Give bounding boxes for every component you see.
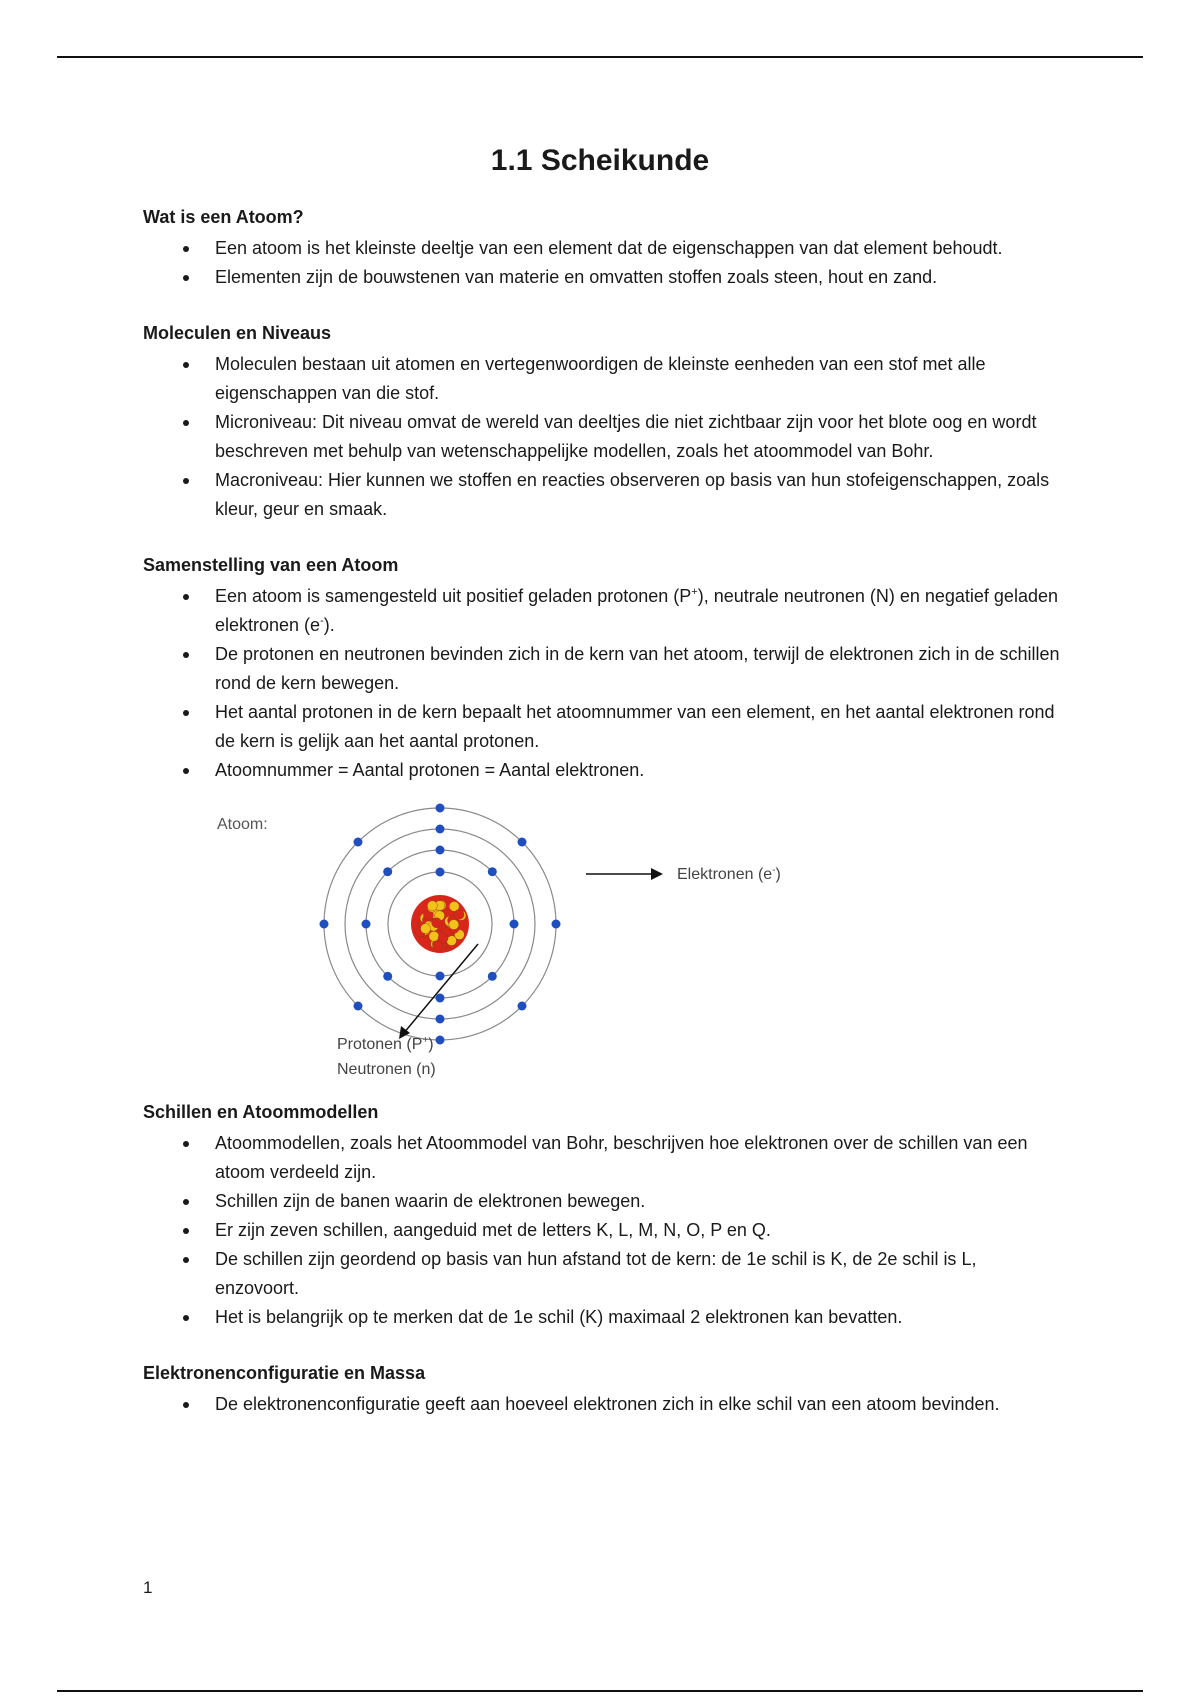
section-heading: Schillen en Atoommodellen (143, 1102, 379, 1122)
electron-dot (436, 846, 445, 855)
bullet-item: Een atoom is samengesteld uit positief geladen protonen (P+), neutrale neutronen (N) en negatief geladen elektronen (e-). (143, 582, 1063, 640)
electron-dot (488, 867, 497, 876)
section-heading: Wat is een Atoom? (143, 207, 304, 227)
electron-dot (383, 972, 392, 981)
atom-figure (143, 779, 1063, 1099)
electron-dot (436, 804, 445, 813)
bullet-item: Elementen zijn de bouwstenen van materie en omvatten stoffen zoals steen, hout en zand. (143, 263, 1063, 292)
electron-dot (383, 867, 392, 876)
electrons-arrow-head (651, 868, 663, 880)
electron-dot (320, 920, 329, 929)
bullet-item: Een atoom is het kleinste deeltje van een element dat de eigenschappen van dat element behoudt. (143, 234, 1063, 263)
bottom-rule (57, 1690, 1143, 1692)
proton-particle (438, 933, 448, 943)
top-rule (57, 56, 1143, 58)
neutron-particle (449, 920, 459, 930)
electron-dot (354, 838, 363, 847)
bullet-list (143, 350, 1063, 524)
electron-dot (518, 1002, 527, 1011)
section-heading: Samenstelling van een Atoom (143, 555, 399, 575)
page-number: 1 (143, 1578, 153, 1597)
bullet-item: Het aantal protonen in de kern bepaalt het atoomnummer van een element, en het aantal elektronen rond de kern is gelijk aan het aantal protonen. (143, 698, 1063, 756)
proton-particle (454, 910, 464, 920)
bullet-list (143, 582, 1063, 785)
bullet-item: Macroniveau: Hier kunnen we stoffen en reacties observeren op basis van hun stofeigenschappen, zoals kleur, geur en smaak. (143, 466, 1063, 524)
electron-dot (488, 972, 497, 981)
bullet-item: Er zijn zeven schillen, aangeduid met de letters K, L, M, N, O, P en Q. (143, 1216, 1063, 1245)
electron-dot (436, 1036, 445, 1045)
bullet-list (143, 234, 1063, 292)
electron-dot (354, 1002, 363, 1011)
electrons-label: Elektronen (e-) (677, 865, 781, 883)
neutron-particle (427, 901, 437, 911)
bohr-atom-diagram (143, 779, 1063, 1099)
bullet-list (143, 1129, 1063, 1332)
bullet-item: Atoommodellen, zoals het Atoommodel van Bohr, beschrijven hoe elektronen over de schillen van een atoom verdeeld zijn. (143, 1129, 1063, 1187)
protons-label: Protonen (P+) (337, 1035, 434, 1053)
bullet-item: De elektronenconfiguratie geeft aan hoeveel elektronen zich in elke schil van een atoom bevinden. (143, 1390, 1063, 1419)
electron-dot (436, 1015, 445, 1024)
proton-particle (432, 918, 442, 928)
neutrons-label: Neutronen (n) (337, 1061, 436, 1078)
section-schillen (143, 1099, 1063, 1332)
nucleus (411, 895, 469, 953)
page-title: 1.1 Scheikunde (490, 144, 710, 177)
section-samenstelling (143, 552, 1063, 1099)
bullet-item: Schillen zijn de banen waarin de elektronen bewegen. (143, 1187, 1063, 1216)
electron-dot (518, 838, 527, 847)
neutron-particle (429, 931, 439, 941)
bullet-item: De schillen zijn geordend op basis van hun afstand tot de kern: de 1e schil is K, de 2e schil is L, enzovoort. (143, 1245, 1063, 1303)
electron-dot (510, 920, 519, 929)
section-atoom (143, 204, 1063, 292)
neutron-particle (421, 924, 431, 934)
section-heading: Elektronenconfiguratie en Massa (143, 1363, 426, 1383)
bullet-item: Moleculen bestaan uit atomen en vertegenwoordigen de kleinste eenheden van een stof met alle eigenschappen van die stof. (143, 350, 1063, 408)
electron-dot (436, 994, 445, 1003)
proton-particle (433, 941, 443, 951)
electron-dot (436, 825, 445, 834)
bullet-item: Atoomnummer = Aantal protonen = Aantal elektronen. (143, 756, 1063, 785)
bullet-item: Het is belangrijk op te merken dat de 1e schil (K) maximaal 2 elektronen kan bevatten. (143, 1303, 1063, 1332)
bullet-item: Microniveau: Dit niveau omvat de wereld van deeltjes die niet zichtbaar zijn voor het blote oog en wordt beschreven met behulp van wetenschappelijke modellen, zoals het atoommodel van Bohr. (143, 408, 1063, 466)
electron-dot (436, 868, 445, 877)
figure-label: Atoom: (217, 816, 268, 833)
electron-dot (552, 920, 561, 929)
bullet-list (143, 1390, 1063, 1419)
document-body (143, 204, 1063, 1447)
section-moleculen (143, 320, 1063, 524)
electron-dot (362, 920, 371, 929)
section-heading: Moleculen en Niveaus (143, 323, 332, 343)
bullet-item: De protonen en neutronen bevinden zich in de kern van het atoom, terwijl de elektronen zich in de schillen rond de kern bewegen. (143, 640, 1063, 698)
electron-dot (436, 972, 445, 981)
section-elektronenconfiguratie (143, 1360, 1063, 1419)
